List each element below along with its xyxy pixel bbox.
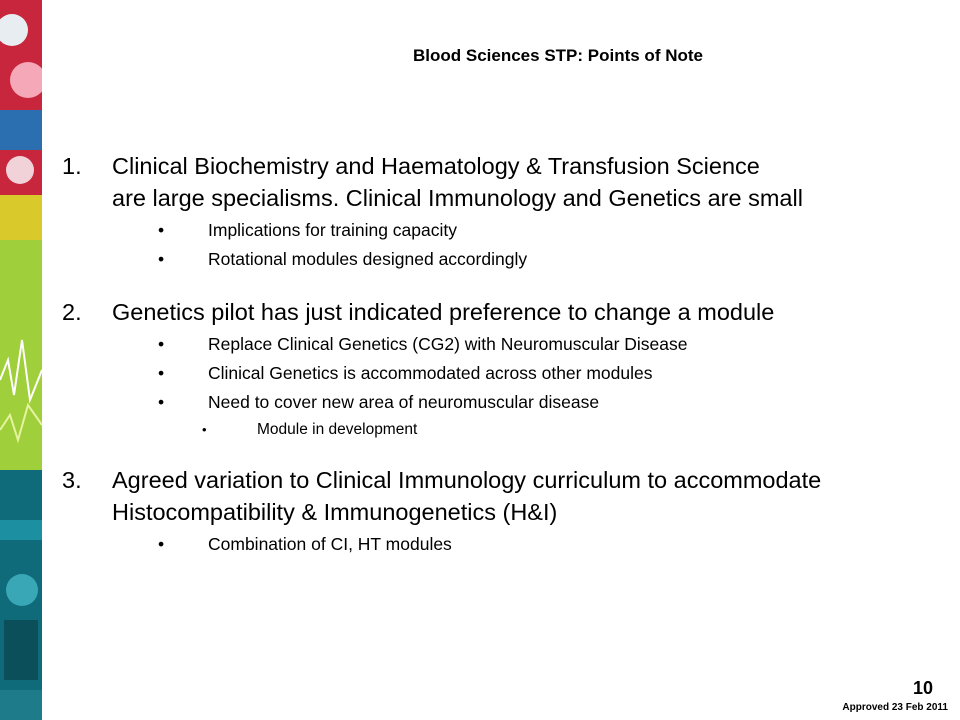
bullet-item: • Implications for training capacity (112, 216, 942, 245)
slide-content (62, 150, 942, 559)
slide-title (0, 46, 960, 66)
point-text-line: Agreed variation to Clinical Immunology curriculum to accommodate (112, 467, 822, 493)
slide-title-text: Blood Sciences STP: Points of Note (413, 46, 703, 65)
bullet-item: • Combination of CI, HT modules (112, 530, 942, 559)
point-number: 3. (62, 467, 82, 493)
bullet-item: • Clinical Genetics is accommodated across other modules (112, 359, 942, 388)
sub-bullet-item: • Module in development (112, 417, 942, 442)
approval-note: Approved 23 Feb 2011 (842, 702, 948, 713)
sidebar-decorative-image (0, 0, 42, 720)
point-number: 1. (62, 153, 82, 179)
point-3 (62, 464, 942, 559)
point-text-line: Clinical Biochemistry and Haematology & Transfusion Science (112, 153, 760, 179)
bullet-item: • Rotational modules designed accordingly (112, 245, 942, 274)
page-number: 10 (912, 678, 933, 698)
point-2 (62, 296, 942, 442)
point-text-line: Histocompatibility & Immunogenetics (H&I) (112, 499, 558, 525)
bullet-list (112, 216, 942, 274)
bullet-list (112, 330, 942, 442)
bullet-item: • Replace Clinical Genetics (CG2) with Neuromuscular Disease (112, 330, 942, 359)
point-text-line: Genetics pilot has just indicated preference to change a module (112, 299, 775, 325)
point-text-line: are large specialisms. Clinical Immunology and Genetics are small (112, 185, 803, 211)
point-number: 2. (62, 299, 82, 325)
bullet-list (112, 530, 942, 559)
bullet-item: • Need to cover new area of neuromuscular disease (112, 388, 942, 417)
point-1 (62, 150, 942, 274)
